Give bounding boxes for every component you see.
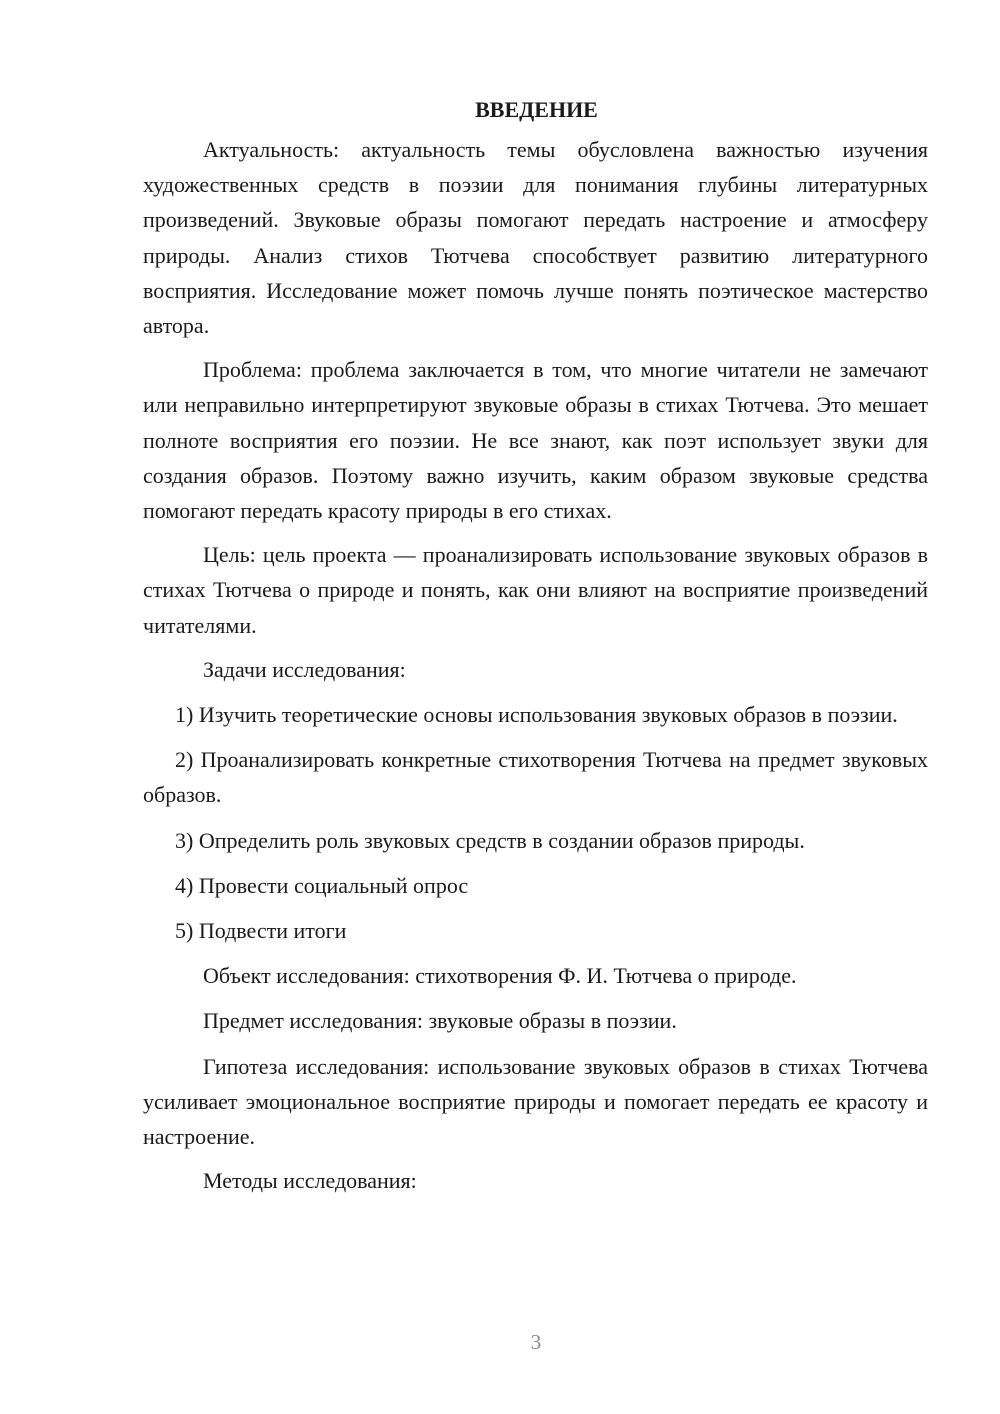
- document-page: [143, 90, 928, 1208]
- problem-paragraph: Проблема: проблема заключается в том, что многие читатели не замечают или неправильно интерпретируют звуковые образы в стихах Тютчева. Это мешает полноте восприятия его поэзии. Не все знают, как поэт использует звуки для создания образов. Поэтому важно изучить, каким образом звуковые средства помогают передать красоту природы в его стихах.: [143, 357, 928, 524]
- task-item-3: 3) Определить роль звуковых средств в создании образов природы.: [175, 827, 805, 853]
- goal-paragraph: Цель: цель проекта — проанализировать использование звуковых образов в стихах Тютчева о природе и понять, как они влияют на восприятие произведений читателями.: [143, 542, 928, 638]
- tasks-heading: Задачи исследования:: [203, 656, 406, 682]
- hypothesis-paragraph: Гипотеза исследования: использование звуковых образов в стихах Тютчева усиливает эмоциональное восприятие природы и помогает передать ее красоту и настроение.: [143, 1053, 928, 1150]
- task-item-4: 4) Провести социальный опрос: [175, 872, 469, 898]
- section-heading: ВВЕДЕНИЕ: [475, 97, 598, 122]
- task-item-2: 2) Проанализировать конкретные стихотворения Тютчева на предмет звуковых образов.: [143, 747, 928, 808]
- subject-paragraph: Предмет исследования: звуковые образы в поэзии.: [203, 1008, 677, 1034]
- methods-heading: Методы исследования:: [203, 1168, 417, 1194]
- task-item-1: 1) Изучить теоретические основы использования звуковых образов в поэзии.: [175, 702, 898, 728]
- relevance-paragraph: Актуальность: актуальность темы обусловлена важностью изучения художественных средств в поэзии для понимания глубины литературных произведений. Звуковые образы помогают передать настроение и атмосферу природы. Анализ стихов Тютчева способствует развитию литературного восприятия. Исследование может помочь лучше понять поэтическое мастерство автора.: [143, 137, 928, 339]
- page-number: 3: [530, 1330, 542, 1354]
- object-paragraph: Объект исследования: стихотворения Ф. И. Тютчева о природе.: [203, 963, 797, 989]
- task-item-5: 5) Подвести итоги: [175, 918, 347, 944]
